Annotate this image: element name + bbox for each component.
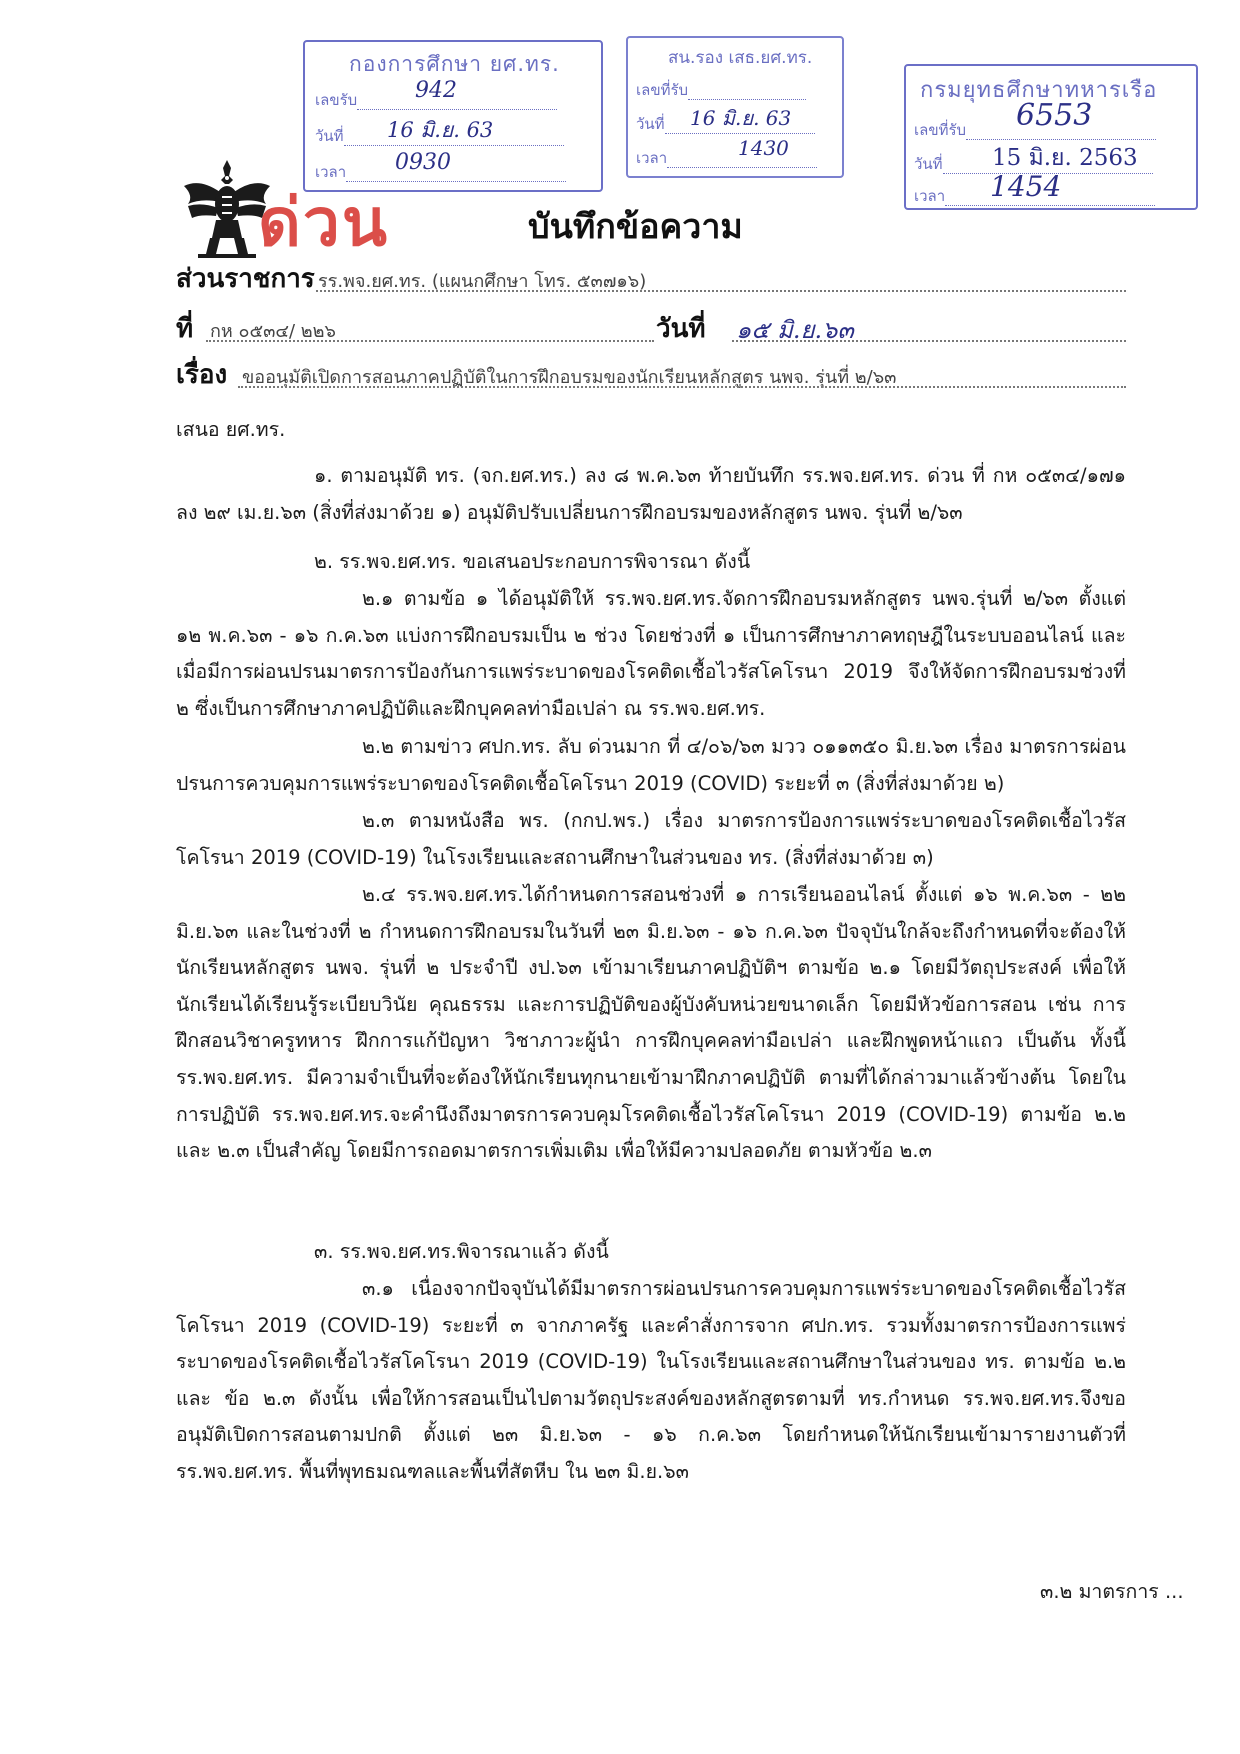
- stamp-row-number: [636, 78, 806, 102]
- ref-value: กห ๐๕๓๔/ ๒๒๖: [210, 321, 336, 342]
- stamp-label: เวลา: [315, 163, 347, 181]
- stamp-title: กองการศึกษา ยศ.ทร.: [349, 52, 560, 76]
- paragraph-1: ๑. ตามอนุมัติ ทร. (จก.ยศ.ทร.) ลง ๘ พ.ค.๖๓ ท้ายบันทึก รร.พจ.ยศ.ทร. ด่วน ที่ กห ๐๕๓๔/๑๗๑ ลง ๒๙ เม.ย.๖๓ (สิ่งที่ส่งมาด้วย ๑) อนุมัติปรับเปลี่ยนการฝึกอบรมของหลักสูตร นพจ. รุ่นที่ ๒/๖๓: [176, 464, 1126, 524]
- receipt-stamp-deputy-chief: [626, 36, 844, 178]
- paragraph-3-1: ๓.๑ เนื่องจากปัจจุบันได้มีมาตรการผ่อนปรนการควบคุมการแพร่ระบาดของโรคติดเชื้อไวรัสโคโรนา 2019 (COVID-19) ระยะที่ ๓ จากภาครัฐ และคำสั่งการจาก ศปก.ทร. รวมทั้งมาตรการป้องการแพร่ระบาดของโรคติดเชื้อไวรัสโคโรนา 2019 (COVID-19) ในโรงเรียนและสถานศึกษาในส่วนของ ทร. ตามข้อ ๒.๒ และ ข้อ ๒.๓ ดังนั้น เพื่อให้การสอนเป็นไปตามวัตถุประสงค์ของหลักสูตรตามที่ ทร.กำหนด รร.พจ.ยศ.ทร.จึงขออนุมัติเปิดการสอนตามปกติ ตั้งแต่ ๒๓ มิ.ย.๖๓ - ๑๖ ก.ค.๖๓ โดยกำหนดให้นักเรียนเข้ามารายงานตัวที่ รร.พจ.ยศ.ทร. พื้นที่พุทธมณฑลและพื้นที่สัตหีบ ใน ๒๓ มิ.ย.๖๓: [176, 1277, 1126, 1483]
- stamp-title: กรมยุทธศึกษาทหารเรือ: [920, 78, 1158, 103]
- stamp-row-time: [636, 146, 817, 170]
- stamp-label: วันที่: [636, 115, 665, 133]
- stamp-handwritten-number: 6553: [1016, 98, 1093, 133]
- subject-value: ขออนุมัติเปิดการสอนภาคปฏิบัติในการฝึกอบรมของนักเรียนหลักสูตร นพจ. รุ่นที่ ๒/๖๓: [242, 367, 897, 388]
- date-dotted-line: [732, 340, 1126, 342]
- date-label: วันที่: [656, 314, 706, 344]
- continued-marker: ๓.๒ มาตรการ ...: [1040, 1580, 1184, 1603]
- paragraph-2-2: ๒.๒ ตามข่าว ศปก.ทร. ลับ ด่วนมาก ที่ ๔/๐๖/๖๓ มวว ๐๑๑๓๕๐ มิ.ย.๖๓ เรื่อง มาตรการผ่อนปรนการควบคุมการแพร่ระบาดของโรคติดเชื้อโคโรนา 2019 (COVID) ระยะที่ ๓ (สิ่งที่ส่งมาด้วย ๒): [176, 735, 1126, 795]
- addressee: เสนอ ยศ.ทร.: [176, 418, 286, 441]
- stamp-label: เลขรับ: [315, 91, 358, 109]
- agency-value: รร.พจ.ยศ.ทร. (แผนกศึกษา โทร. ๕๓๗๑๖): [318, 271, 647, 292]
- stamp-label: เลขที่รับ: [914, 121, 967, 139]
- stamp-label: วันที่: [315, 127, 344, 145]
- paragraph-2-heading: ๒. รร.พจ.ยศ.ทร. ขอเสนอประกอบการพิจารณา ดังนี้: [314, 550, 751, 573]
- agency-line: [176, 258, 315, 299]
- ref-dotted-line: [206, 340, 654, 342]
- paragraph-2-3: ๒.๓ ตามหนังสือ พร. (กกป.พร.) เรื่อง มาตรการป้องการแพร่ระบาดของโรคติดเชื้อไวรัสโคโรนา 2019 (COVID-19) ในโรงเรียนและสถานศึกษาในส่วนของ ทร. (สิ่งที่ส่งมาด้วย ๓): [176, 809, 1126, 869]
- stamp-title: สน.รอง เสธ.ยศ.ทร.: [668, 48, 813, 68]
- date-value: ๑๕ มิ.ย.๖๓: [736, 316, 854, 344]
- subject-line: [176, 354, 227, 395]
- paragraph-2-4: ๒.๔ รร.พจ.ยศ.ทร.ได้กำหนดการสอนช่วงที่ ๑ การเรียนออนไลน์ ตั้งแต่ ๑๖ พ.ค.๖๓ - ๒๒ มิ.ย.๖๓ และในช่วงที่ ๒ กำหนดการฝึกอบรมในวันที่ ๒๓ มิ.ย.๖๓ - ๑๖ ก.ค.๖๓ ปัจจุบันใกล้จะถึงกำหนดที่จะต้องให้นักเรียนหลักสูตร นพจ. รุ่นที่ ๒ ประจำปี งป.๖๓ เข้ามาเรียนภาคปฏิบัติฯ ตามข้อ ๒.๑ โดยมีวัตถุประสงค์ เพื่อให้นักเรียนได้เรียนรู้ระเบียบวินัย คุณธรรม และการปฏิบัติของผู้บังคับหน่วยขนาดเล็ก โดยมีหัวข้อการสอน เช่น การฝึกสอนวิชาครูทหาร ฝึกการแก้ปัญหา วิชาภาวะผู้นำ การฝึกบุคคลท่ามือเปล่า และฝึกพูดหน้าแถว เป็นต้น ทั้งนี้ รร.พจ.ยศ.ทร. มีความจำเป็นที่จะต้องให้นักเรียนทุกนายเข้ามาฝึกภาคปฏิบัติ ตามที่ได้กล่าวมาแล้วข้างต้น โดยในการปฏิบัติ รร.พจ.ยศ.ทร.จะคำนึงถึงมาตรการควบคุมโรคติดเชื้อไวรัสโคโรนา 2019 (COVID-19) ตามข้อ ๒.๒ และ ๒.๓ เป็นสำคัญ โดยมีการถอดมาตรการเพิ่มเติม เพื่อให้มีความปลอดภัย ตามหัวข้อ ๒.๓: [176, 883, 1126, 1163]
- date-line: [656, 308, 706, 349]
- document-title: บันทึกข้อความ: [528, 207, 743, 247]
- stamp-handwritten-number: 942: [415, 78, 457, 103]
- stamp-label: เลขที่รับ: [636, 81, 689, 99]
- agency-dotted-line: [316, 290, 1126, 292]
- subject-label: เรื่อง: [176, 360, 228, 390]
- paragraph-3-heading: ๓. รร.พจ.ยศ.ทร.พิจารณาแล้ว ดังนี้: [314, 1240, 609, 1263]
- stamp-handwritten-time: 0930: [395, 150, 451, 175]
- urgent-stamp: ด่วน: [258, 184, 390, 261]
- ref-line: [176, 308, 193, 349]
- stamp-label: วันที่: [914, 155, 943, 173]
- subject-dotted-line: [238, 386, 1126, 388]
- stamp-handwritten-date: 16 มิ.ย. 63: [690, 106, 792, 130]
- stamp-handwritten-time: 1454: [990, 170, 1062, 203]
- ref-label: ที่: [176, 314, 194, 344]
- paragraph-2-1: ๒.๑ ตามข้อ ๑ ได้อนุมัติให้ รร.พจ.ยศ.ทร.จัดการฝึกอบรมหลักสูตร นพจ.รุ่นที่ ๒/๖๓ ตั้งแต่ ๑๒ พ.ค.๖๓ - ๑๖ ก.ค.๖๓ แบ่งการฝึกอบรมเป็น ๒ ช่วง โดยช่วงที่ ๑ เป็นการศึกษาภาคทฤษฎีในระบบออนไลน์ และเมื่อมีการผ่อนปรนมาตรการป้องกันการแพร่ระบาดของโรคติดเชื้อไวรัสโคโรนา 2019 จึงให้จัดการฝึกอบรมช่วงที่ ๒ ซึ่งเป็นการศึกษาภาคปฏิบัติและฝึกบุคคลท่ามือเปล่า ณ รร.พจ.ยศ.ทร.: [176, 587, 1126, 720]
- agency-label: ส่วนราชการ: [176, 264, 315, 294]
- stamp-label: เวลา: [636, 149, 668, 167]
- stamp-printed-date: 15 มิ.ย. 2563: [992, 145, 1138, 171]
- stamp-handwritten-date: 16 มิ.ย. 63: [387, 118, 494, 142]
- stamp-label: เวลา: [914, 187, 946, 205]
- stamp-handwritten-time: 1430: [738, 136, 789, 160]
- receipt-stamp-naval-education-dept: [904, 64, 1198, 210]
